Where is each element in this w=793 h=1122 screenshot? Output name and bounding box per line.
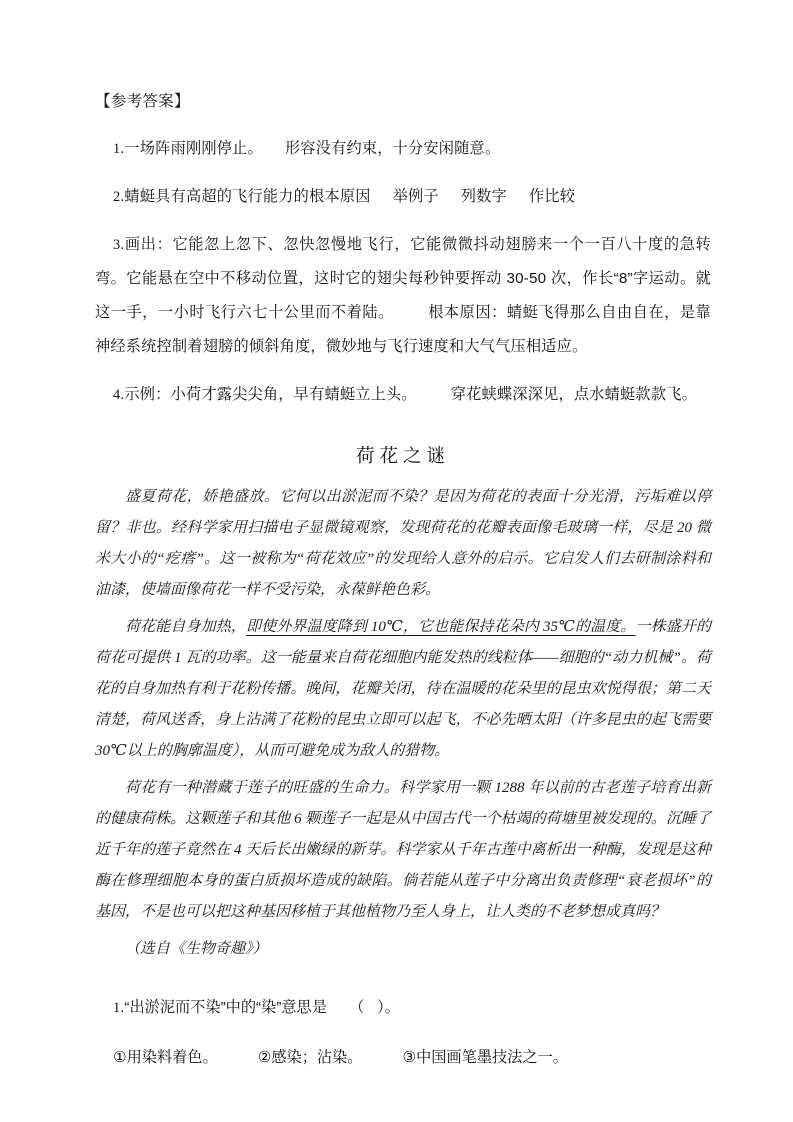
answer-item-4-label: 示例： bbox=[124, 386, 171, 403]
answer-item-3 bbox=[95, 228, 711, 364]
question-1-stem-text: “出淤泥而不染”中的“染”意思是 bbox=[124, 999, 327, 1016]
question-1-option-1[interactable]: ①用染料着色。 bbox=[113, 1049, 218, 1066]
answer-item-2-part-1: 蜻蜓具有高超的飞行能力的根本原因 bbox=[124, 188, 371, 205]
article-paragraph-2 bbox=[95, 612, 711, 767]
article-paragraph-2-lead: 荷花能自身加热， bbox=[125, 619, 247, 635]
answer-item-4 bbox=[95, 378, 711, 412]
answer-item-1-part-1: 一场阵雨刚刚停止。 bbox=[124, 140, 263, 157]
answer-key-section bbox=[95, 88, 711, 412]
question-1-number: 1. bbox=[113, 1000, 125, 1016]
page-content bbox=[95, 88, 711, 1091]
article-source-attribution: （选自《生物奇趣》） bbox=[125, 941, 268, 957]
answer-item-3-number: 3. bbox=[113, 237, 125, 253]
question-1-paren-close: ）。 bbox=[377, 999, 400, 1016]
answer-key-heading: 【参考答案】 bbox=[95, 93, 190, 110]
article-paragraph-2-rest: 一株盛开的荷花可提供 1 瓦的功率。这一能量来自荷花细胞内能发热的线粒体——细胞的“动力机械”。荷花的自身加热有利于花粉传播。晚间，花瓣关闭，待在温暖的花朵里的昆虫欢悦得很；第二天清楚，荷风送香，身上沾满了花粉的昆虫立即可以起飞，不必先晒太阳（许多昆虫的起飞需要 30℃以上的胸廓温度），从而可避免成为敌人的猎物。 bbox=[95, 619, 711, 759]
answer-item-2 bbox=[95, 180, 711, 214]
answer-item-4-part-2: 穿花蛱蝶深深见，点水蜻蜓款款飞。 bbox=[450, 386, 697, 403]
article-paragraph-1: 盛夏荷花，娇艳盛放。它何以出淤泥而不染？是因为荷花的表面十分光滑，污垢难以停留？非也。经科学家用扫描电子显微镜观察，发现荷花的花瓣表面像毛玻璃一样，尽是 20 微米大小的“疙瘩”。这一被称为“荷花效应”的发现给人意外的启示。它启发人们去研制涂料和油漆，使墙面像荷花一样不受污染，永葆鲜艳色彩。 bbox=[95, 489, 711, 598]
question-1-paren-open: （ bbox=[349, 999, 365, 1016]
question-1-option-3[interactable]: ③中国画笔墨技法之一。 bbox=[402, 1049, 568, 1066]
answer-item-3-body-b: 根本原因：蜻蜓飞得那么自由自在，是靠神经系统控制着翅膀的倾斜角度，微妙地与飞行速度和大气气压相适应。 bbox=[95, 304, 711, 355]
answer-item-2-number: 2. bbox=[113, 189, 125, 205]
question-1-option-2[interactable]: ②感染；沾染。 bbox=[257, 1049, 363, 1066]
question-1-options bbox=[95, 1041, 711, 1075]
article-title: 荷花之谜 bbox=[355, 447, 450, 467]
question-1-answer-blank[interactable] bbox=[331, 991, 377, 1025]
answer-item-2-part-4: 作比较 bbox=[528, 188, 576, 205]
answer-item-1 bbox=[95, 132, 711, 166]
article-body bbox=[95, 482, 711, 965]
answer-item-3-body-a: 它能忽上忽下、忽快忽慢地飞行，它能微微抖动翅膀来一个一百八十度的急转弯。它能悬在空中不移动位置，这时它的翅尖每秒钟要挥动 30-50 次，作长“8”字运动。就这一手，一小时飞行六七十公里而不着陆。 bbox=[95, 236, 711, 321]
article-paragraph-2-underlined: 即使外界温度降到 10℃，它也能保持花朵内 35℃的温度。 bbox=[246, 619, 636, 635]
answer-item-1-part-2: 形容没有约束，十分安闲随意。 bbox=[284, 140, 501, 157]
answer-item-2-part-2: 举例子 bbox=[392, 188, 439, 205]
question-1-stem bbox=[95, 991, 711, 1025]
answer-item-3-label: 画出： bbox=[124, 236, 173, 253]
answer-item-4-part-1: 小荷才露尖尖角，早有蜻蜓立上头。 bbox=[170, 386, 417, 403]
answer-item-1-number: 1. bbox=[113, 141, 125, 157]
answer-item-4-number: 4. bbox=[113, 387, 125, 403]
article-paragraph-3: 荷花有一种潜藏于莲子的旺盛的生命力。科学家用一颗 1288 年以前的古老莲子培育出新的健康荷株。这颗莲子和其他 6 颗莲子一起是从中国古代一个枯竭的荷塘里被发现的。沉睡了近千年的莲子竟然在 4 天后长出嫩绿的新芽。科学家从千年古莲中离析出一种酶，发现是这种酶在修理细胞本身的蛋白质损坏造成的缺陷。倘若能从莲子中分离出负责修理“衰老损坏”的基因，不是也可以把这种基因移植于其他植物乃至人身上，让人类的不老梦想成真吗？ bbox=[95, 780, 711, 920]
questions-section bbox=[95, 991, 711, 1075]
answer-item-2-part-3: 列数字 bbox=[460, 188, 507, 205]
